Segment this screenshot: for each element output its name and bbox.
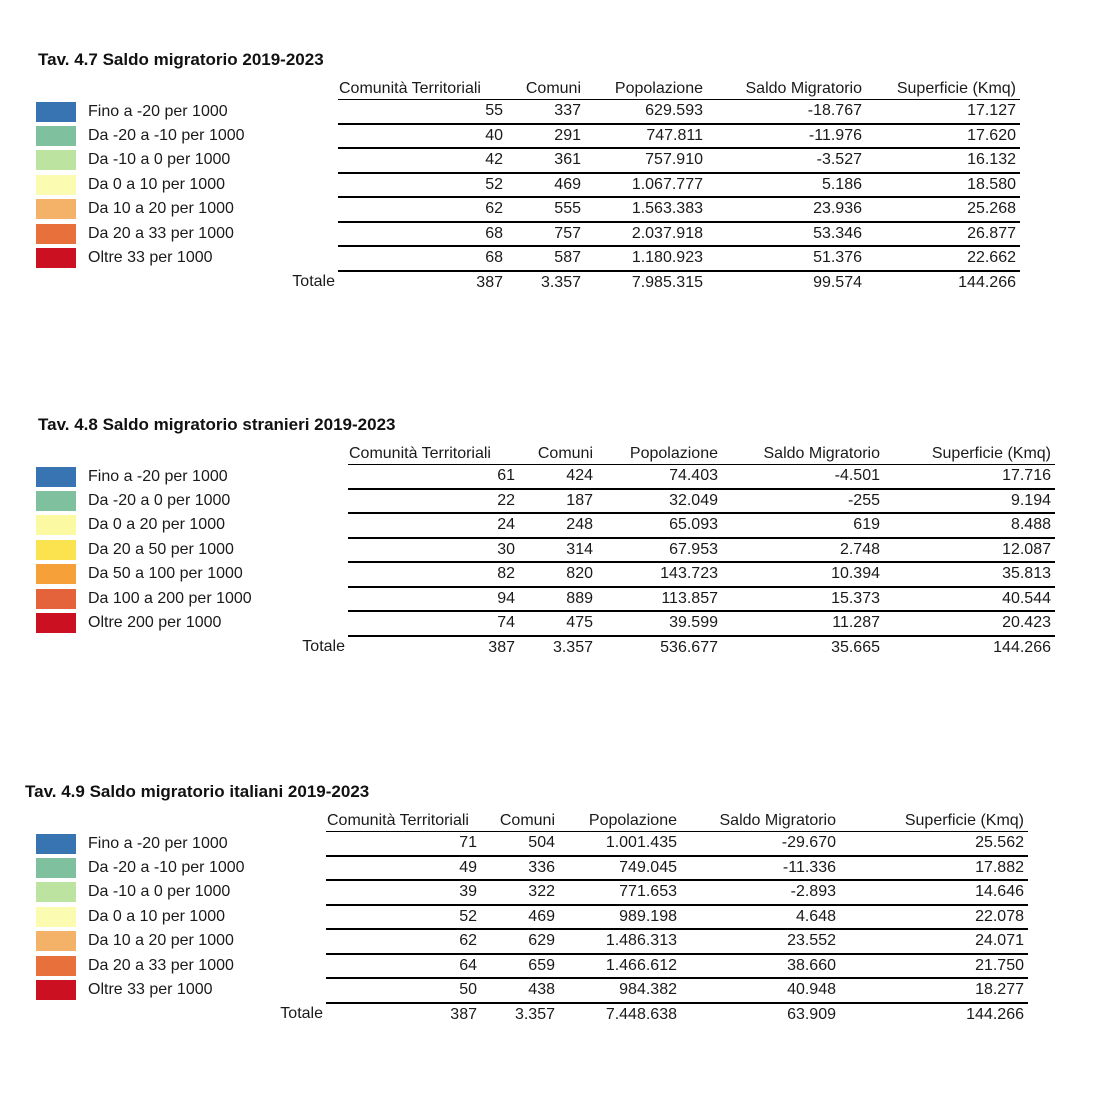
value-cell: 11.287 (722, 611, 884, 636)
migration-table-section-4-9 (0, 782, 1028, 1026)
total-value-cell: 3.357 (552, 638, 593, 656)
table-row (0, 880, 1028, 905)
value-cell: 17.127 (866, 100, 1020, 124)
value-cell: 35.813 (884, 562, 1055, 587)
legend-label: Da 20 a 50 per 1000 (88, 540, 234, 558)
legend-color-swatch (36, 248, 76, 268)
value-cell: 1.180.923 (585, 246, 707, 271)
column-header: Superficie (Kmq) (884, 444, 1055, 465)
legend-color-swatch (36, 150, 76, 170)
legend-item (0, 978, 326, 1003)
value-cell: 25.562 (840, 832, 1028, 856)
value-cell: 50 (326, 978, 489, 1003)
column-header: Saldo Migratorio (707, 79, 866, 100)
legend-color-swatch (36, 931, 76, 951)
legend-item (0, 880, 326, 905)
table-row (0, 905, 1028, 930)
value-cell: 9.194 (884, 489, 1055, 514)
column-header: Comunità Territoriali (348, 444, 527, 465)
column-header: Saldo Migratorio (681, 811, 840, 832)
value-cell: 314 (527, 538, 597, 563)
value-cell: 757 (515, 222, 585, 247)
total-value-cell: 99.574 (813, 273, 862, 291)
table-title: Tav. 4.8 Saldo migratorio stranieri 2019-2023 (38, 415, 396, 434)
table-row (0, 222, 1020, 247)
value-cell: 747.811 (585, 124, 707, 149)
legend-item (0, 124, 338, 149)
legend-color-swatch (36, 199, 76, 219)
value-cell: 40.544 (884, 587, 1055, 612)
statistics-table (0, 79, 1020, 294)
table-row (0, 100, 1020, 124)
value-cell: 1.067.777 (585, 173, 707, 198)
value-cell: 14.646 (840, 880, 1028, 905)
legend-color-swatch (36, 956, 76, 976)
value-cell: 820 (527, 562, 597, 587)
legend-label: Da -20 a -10 per 1000 (88, 126, 245, 144)
value-cell: 629.593 (585, 100, 707, 124)
legend-color-swatch (36, 126, 76, 146)
total-value-cell: 63.909 (787, 1005, 836, 1023)
value-cell: -29.670 (681, 832, 840, 856)
value-cell: 336 (489, 856, 559, 881)
column-header: Superficie (Kmq) (866, 79, 1020, 100)
value-cell: 629 (489, 929, 559, 954)
legend-color-swatch (36, 589, 76, 609)
value-cell: 53.346 (707, 222, 866, 247)
legend-item (0, 100, 338, 124)
total-value-cell: 387 (476, 273, 503, 291)
legend-column-header (0, 444, 348, 465)
legend-label: Fino a -20 per 1000 (88, 834, 228, 852)
column-header: Popolazione (585, 79, 707, 100)
value-cell: 22.078 (840, 905, 1028, 930)
value-cell: -4.501 (722, 465, 884, 489)
legend-item (0, 538, 348, 563)
column-header: Popolazione (597, 444, 722, 465)
column-header: Saldo Migratorio (722, 444, 884, 465)
value-cell: 68 (338, 222, 515, 247)
legend-item (0, 905, 326, 930)
table-row (0, 562, 1055, 587)
value-cell: 16.132 (866, 148, 1020, 173)
value-cell: 337 (515, 100, 585, 124)
table-title: Tav. 4.7 Saldo migratorio 2019-2023 (38, 50, 324, 69)
value-cell: 187 (527, 489, 597, 514)
table-row (0, 173, 1020, 198)
value-cell: 322 (489, 880, 559, 905)
value-cell: 74 (348, 611, 527, 636)
legend-color-swatch (36, 882, 76, 902)
legend-label: Da 0 a 10 per 1000 (88, 175, 225, 193)
legend-label: Da 10 a 20 per 1000 (88, 932, 234, 950)
table-row (0, 538, 1055, 563)
value-cell: 438 (489, 978, 559, 1003)
legend-color-swatch (36, 980, 76, 1000)
value-cell: 18.277 (840, 978, 1028, 1003)
value-cell: 8.488 (884, 513, 1055, 538)
value-cell: 68 (338, 246, 515, 271)
value-cell: 361 (515, 148, 585, 173)
value-cell: 20.423 (884, 611, 1055, 636)
total-value-cell: 7.985.315 (631, 273, 703, 291)
value-cell: 757.910 (585, 148, 707, 173)
value-cell: 39.599 (597, 611, 722, 636)
total-value-cell: 3.357 (514, 1005, 555, 1023)
value-cell: 74.403 (597, 465, 722, 489)
table-row (0, 978, 1028, 1003)
value-cell: 469 (489, 905, 559, 930)
legend-label: Oltre 200 per 1000 (88, 614, 222, 632)
value-cell: 22.662 (866, 246, 1020, 271)
value-cell: 18.580 (866, 173, 1020, 198)
value-cell: 15.373 (722, 587, 884, 612)
value-cell: 291 (515, 124, 585, 149)
total-row (0, 271, 1020, 295)
value-cell: 24.071 (840, 929, 1028, 954)
table-row (0, 148, 1020, 173)
table-row (0, 856, 1028, 881)
legend-label: Fino a -20 per 1000 (88, 102, 228, 120)
legend-item (0, 148, 338, 173)
value-cell: 39 (326, 880, 489, 905)
value-cell: 424 (527, 465, 597, 489)
legend-label: Fino a -20 per 1000 (88, 467, 228, 485)
value-cell: 30 (348, 538, 527, 563)
legend-label: Da 0 a 10 per 1000 (88, 907, 225, 925)
value-cell: 2.748 (722, 538, 884, 563)
legend-color-swatch (36, 515, 76, 535)
value-cell: 587 (515, 246, 585, 271)
value-cell: 23.552 (681, 929, 840, 954)
legend-color-swatch (36, 858, 76, 878)
value-cell: 2.037.918 (585, 222, 707, 247)
table-row (0, 954, 1028, 979)
legend-label: Da -20 a 0 per 1000 (88, 491, 231, 509)
value-cell: 65.093 (597, 513, 722, 538)
legend-label: Da 20 a 33 per 1000 (88, 224, 234, 242)
column-header: Comunità Territoriali (338, 79, 515, 100)
legend-item (0, 246, 338, 271)
table-row (0, 832, 1028, 856)
table-row (0, 465, 1055, 489)
value-cell: 749.045 (559, 856, 681, 881)
value-cell: 40 (338, 124, 515, 149)
value-cell: 1.563.383 (585, 197, 707, 222)
legend-item (0, 611, 348, 636)
total-label: Totale (302, 638, 345, 656)
legend-color-swatch (36, 907, 76, 927)
total-value-cell: 3.357 (540, 273, 581, 291)
value-cell: 67.953 (597, 538, 722, 563)
legend-color-swatch (36, 834, 76, 854)
total-value-cell: 35.665 (831, 638, 880, 656)
value-cell: 26.877 (866, 222, 1020, 247)
value-cell: 38.660 (681, 954, 840, 979)
table-row (0, 197, 1020, 222)
migration-table-section-4-7 (0, 50, 1020, 294)
column-header: Comunità Territoriali (326, 811, 489, 832)
value-cell: 61 (348, 465, 527, 489)
legend-color-swatch (36, 467, 76, 487)
migration-table-section-4-8 (0, 415, 1055, 659)
legend-color-swatch (36, 613, 76, 633)
value-cell: -11.976 (707, 124, 866, 149)
value-cell: 52 (338, 173, 515, 198)
total-label: Totale (280, 1005, 323, 1023)
legend-item (0, 173, 338, 198)
column-header: Superficie (Kmq) (840, 811, 1028, 832)
table-row (0, 611, 1055, 636)
value-cell: 469 (515, 173, 585, 198)
value-cell: 989.198 (559, 905, 681, 930)
value-cell: 771.653 (559, 880, 681, 905)
value-cell: 619 (722, 513, 884, 538)
value-cell: 5.186 (707, 173, 866, 198)
value-cell: 1.001.435 (559, 832, 681, 856)
column-header: Comuni (527, 444, 597, 465)
statistics-table (0, 811, 1028, 1026)
total-value-cell: 144.266 (966, 1005, 1024, 1023)
value-cell: 555 (515, 197, 585, 222)
legend-item (0, 562, 348, 587)
value-cell: 49 (326, 856, 489, 881)
value-cell: 248 (527, 513, 597, 538)
legend-label: Da -10 a 0 per 1000 (88, 151, 231, 169)
legend-color-swatch (36, 175, 76, 195)
value-cell: 21.750 (840, 954, 1028, 979)
value-cell: 71 (326, 832, 489, 856)
value-cell: 1.466.612 (559, 954, 681, 979)
legend-label: Da 50 a 100 per 1000 (88, 565, 243, 583)
legend-column-header (0, 811, 326, 832)
legend-item (0, 222, 338, 247)
total-value-cell: 387 (488, 638, 515, 656)
legend-item (0, 856, 326, 881)
value-cell: -18.767 (707, 100, 866, 124)
value-cell: -3.527 (707, 148, 866, 173)
value-cell: 32.049 (597, 489, 722, 514)
header-row (0, 811, 1028, 832)
legend-column-header (0, 79, 338, 100)
table-title: Tav. 4.9 Saldo migratorio italiani 2019-2023 (25, 782, 370, 801)
table-row (0, 587, 1055, 612)
legend-item (0, 465, 348, 489)
table-row (0, 489, 1055, 514)
legend-color-swatch (36, 564, 76, 584)
statistics-table (0, 444, 1055, 659)
legend-label: Da -20 a -10 per 1000 (88, 858, 245, 876)
legend-item (0, 513, 348, 538)
legend-item (0, 929, 326, 954)
value-cell: 52 (326, 905, 489, 930)
table-row (0, 124, 1020, 149)
total-value-cell: 144.266 (993, 638, 1051, 656)
value-cell: 659 (489, 954, 559, 979)
column-header: Popolazione (559, 811, 681, 832)
value-cell: 17.620 (866, 124, 1020, 149)
total-value-cell: 144.266 (958, 273, 1016, 291)
total-value-cell: 7.448.638 (605, 1005, 677, 1023)
value-cell: 17.716 (884, 465, 1055, 489)
header-row (0, 444, 1055, 465)
column-header: Comuni (489, 811, 559, 832)
value-cell: 55 (338, 100, 515, 124)
legend-item (0, 954, 326, 979)
value-cell: 143.723 (597, 562, 722, 587)
table-row (0, 513, 1055, 538)
legend-item (0, 832, 326, 856)
value-cell: -11.336 (681, 856, 840, 881)
legend-color-swatch (36, 102, 76, 122)
legend-label: Da -10 a 0 per 1000 (88, 883, 231, 901)
column-header: Comuni (515, 79, 585, 100)
value-cell: 17.882 (840, 856, 1028, 881)
value-cell: 10.394 (722, 562, 884, 587)
header-row (0, 79, 1020, 100)
legend-label: Oltre 33 per 1000 (88, 249, 213, 267)
value-cell: 24 (348, 513, 527, 538)
legend-color-swatch (36, 540, 76, 560)
value-cell: 22 (348, 489, 527, 514)
legend-label: Oltre 33 per 1000 (88, 981, 213, 999)
legend-color-swatch (36, 224, 76, 244)
value-cell: -2.893 (681, 880, 840, 905)
value-cell: 1.486.313 (559, 929, 681, 954)
value-cell: 113.857 (597, 587, 722, 612)
total-row (0, 1003, 1028, 1027)
value-cell: 4.648 (681, 905, 840, 930)
total-value-cell: 387 (450, 1005, 477, 1023)
value-cell: 475 (527, 611, 597, 636)
legend-color-swatch (36, 491, 76, 511)
value-cell: 504 (489, 832, 559, 856)
total-row (0, 636, 1055, 660)
total-value-cell: 536.677 (660, 638, 718, 656)
value-cell: 62 (326, 929, 489, 954)
legend-item (0, 489, 348, 514)
value-cell: 51.376 (707, 246, 866, 271)
legend-label: Da 100 a 200 per 1000 (88, 589, 252, 607)
table-row (0, 929, 1028, 954)
value-cell: 94 (348, 587, 527, 612)
value-cell: 42 (338, 148, 515, 173)
legend-item (0, 587, 348, 612)
legend-label: Da 0 a 20 per 1000 (88, 516, 225, 534)
legend-label: Da 20 a 33 per 1000 (88, 956, 234, 974)
value-cell: 64 (326, 954, 489, 979)
value-cell: 889 (527, 587, 597, 612)
value-cell: 23.936 (707, 197, 866, 222)
value-cell: 62 (338, 197, 515, 222)
value-cell: 25.268 (866, 197, 1020, 222)
value-cell: 12.087 (884, 538, 1055, 563)
value-cell: 40.948 (681, 978, 840, 1003)
legend-label: Da 10 a 20 per 1000 (88, 200, 234, 218)
value-cell: 82 (348, 562, 527, 587)
legend-item (0, 197, 338, 222)
table-row (0, 246, 1020, 271)
total-label: Totale (292, 273, 335, 291)
value-cell: -255 (722, 489, 884, 514)
value-cell: 984.382 (559, 978, 681, 1003)
